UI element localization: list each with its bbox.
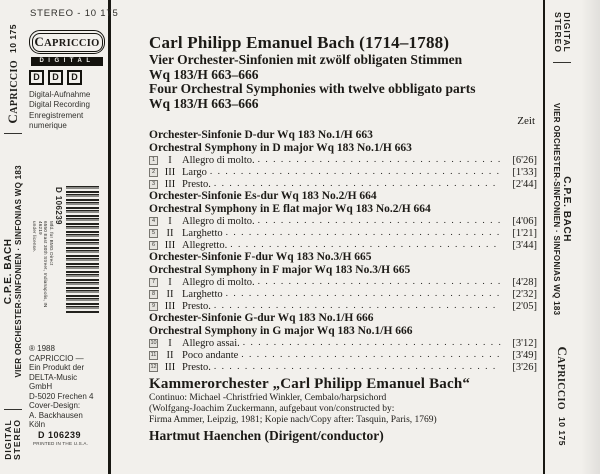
ddd-code <box>29 70 82 85</box>
right-divider-rule <box>543 0 545 474</box>
barcode <box>66 186 99 313</box>
dot-leader <box>226 289 501 299</box>
bmg-imprint <box>32 187 63 313</box>
cover-design-line: Cover-Design: <box>29 401 81 410</box>
dot-leader <box>258 155 501 165</box>
recording-note-line: Digital Recording <box>29 100 90 110</box>
spine-left <box>0 0 26 474</box>
credit-line: Firma Ammer, Leipzig, 1981; Kopie nach/Copy after: Tasquin, Paris, 1769) <box>149 414 437 425</box>
movement-numeral: III <box>164 178 176 190</box>
movement-title: Larghetto <box>182 288 223 300</box>
track-number-box: 12 <box>150 363 157 370</box>
track-number-box: 5 <box>149 229 158 238</box>
capriccio-logo-icon: CAPRICCIO <box>555 346 570 410</box>
movement-numeral: III <box>164 239 176 251</box>
digital-banner: DIGITAL <box>31 57 103 66</box>
movement-numeral: II <box>166 227 174 239</box>
section-title-de: Orchester-Sinfonie Es-dur Wq 183 No.2/H 664 <box>149 190 377 202</box>
dot-leader <box>214 362 501 372</box>
dot-leader <box>210 167 501 177</box>
track-row <box>149 288 537 300</box>
movement-numeral: III <box>164 300 176 312</box>
track-number-box: 11 <box>150 351 157 358</box>
movement-title: Largo <box>182 166 207 178</box>
spine-divider <box>553 62 571 63</box>
track-row <box>149 337 537 349</box>
track-time: [1'21] <box>512 227 537 239</box>
track-number-box: 10 <box>150 339 157 346</box>
stereo-label: STEREO <box>553 12 563 53</box>
track-time: [6'26] <box>512 154 537 166</box>
dot-leader <box>230 240 501 250</box>
publisher-line: ® 1988 <box>29 344 55 353</box>
section-title-en: Orchestral Symphony in D major Wq 183 No.1/H 663 <box>149 141 412 154</box>
track-number-box: 2 <box>149 168 158 177</box>
track-row <box>149 215 537 227</box>
track-sections <box>149 129 537 373</box>
movement-title: Allegro di molto. <box>182 276 255 288</box>
track-number-box: 1 <box>149 156 158 165</box>
spine-format-block <box>4 419 23 460</box>
spine-capriccio-logo <box>554 346 570 446</box>
work-title-de: Vier Orchester-Sinfonien mit zwölf obligaten Stimmen <box>149 52 463 67</box>
track-row <box>149 178 537 190</box>
track-row <box>149 349 537 361</box>
card-fold-edge <box>581 0 600 474</box>
ddd-box: D <box>29 70 44 85</box>
recording-note-line: Enregistrement <box>29 110 84 120</box>
catalog-number: 10 175 <box>557 417 567 446</box>
movement-numeral: I <box>168 276 172 288</box>
publisher-line: Ein Produkt der <box>29 363 85 373</box>
spine-capriccio-logo <box>5 24 21 124</box>
track-row <box>149 154 537 166</box>
capriccio-logo-icon: CAPRICCIO <box>5 60 20 124</box>
track-number-box: 7 <box>149 278 158 287</box>
section-title-en: Orchestral Symphony in E flat major Wq 183 No.2/H 664 <box>149 202 431 215</box>
bmg-address-line: under license. <box>32 221 38 253</box>
section-title-de: Orchester-Sinfonie F-dur Wq 183 No.3/H 665 <box>149 251 372 263</box>
catalog-code: D 106239 <box>38 430 82 440</box>
track-section <box>149 129 537 190</box>
track-number-box: 9 <box>149 302 158 311</box>
movement-title: Poco andante <box>182 349 239 361</box>
dot-leader <box>226 228 501 238</box>
digital-label: DIGITAL <box>2 419 13 460</box>
movement-title: Presto. <box>182 361 211 373</box>
movement-title: Allegro assai. <box>182 337 240 349</box>
movement-title: Allegro di molto. <box>182 154 255 166</box>
movement-title: Presto. <box>182 300 211 312</box>
publisher-line: D-5020 Frechen 4 <box>29 391 94 401</box>
spine-title-block <box>552 72 573 346</box>
track-time: [3'26] <box>512 361 537 373</box>
movement-numeral: I <box>168 215 172 227</box>
capriccio-logo-icon: CAPRICCIO <box>34 34 100 49</box>
main-content <box>111 0 543 474</box>
movement-numeral: II <box>166 288 174 300</box>
dot-leader <box>241 350 501 360</box>
section-title-en: Orchestral Symphony in G major Wq 183 No.1/H 666 <box>149 324 413 337</box>
movement-title: Larghetto <box>182 227 223 239</box>
track-time: [1'33] <box>512 166 537 178</box>
movement-numeral: II <box>166 349 174 361</box>
recording-note <box>29 90 90 131</box>
composer-title: Carl Philipp Emanuel Bach (1714–1788) <box>149 33 450 52</box>
recording-note-line: Digital-Aufnahme <box>29 90 91 99</box>
ensemble-name: Kammerorchester „Carl Philipp Emanuel Bach“ <box>149 376 471 392</box>
ddd-box: D <box>48 70 63 85</box>
track-row <box>149 227 537 239</box>
credit-line: Continuo: Michael -Christfried Winkler, Cembalo/harpsichord <box>149 393 387 403</box>
cover-design-block <box>29 401 83 430</box>
movement-numeral: III <box>164 361 176 373</box>
track-time: [3'44] <box>512 239 537 251</box>
spine-work-title: VIER ORCHESTER-SINFONIEN · SINFONIAS WQ 183 <box>552 102 562 316</box>
track-row <box>149 300 537 312</box>
continuo-credits <box>149 393 537 425</box>
spine-title-block <box>3 143 24 400</box>
spine-divider <box>4 409 22 410</box>
digital-label: DIGITAL <box>562 12 573 53</box>
barcode-number: D 106239 <box>54 187 63 225</box>
track-number-box: 8 <box>149 290 158 299</box>
publisher-line: GmbH <box>29 382 53 392</box>
section-title-de: Orchester-Sinfonie G-dur Wq 183 No.1/H 666 <box>149 312 374 324</box>
spine-divider <box>4 133 22 134</box>
track-section <box>149 190 537 251</box>
time-column-label: Zeit <box>517 115 535 127</box>
spine-right <box>547 0 577 474</box>
credit-line: (Wolfgang-Joachim Zuckermann, aufgebaut von/constructed by: <box>149 403 395 414</box>
cover-design-line: A. Backhausen <box>29 410 83 420</box>
capriccio-logo <box>29 30 105 54</box>
work-number-en: Wq 183/H 663–666 <box>149 95 259 111</box>
work-number-de: Wq 183/H 663–666 <box>149 66 259 82</box>
conductor-name: Hartmut Haenchen (Dirigent/conductor) <box>149 428 384 444</box>
section-title-en: Orchestral Symphony in F major Wq 183 No.3/H 665 <box>149 263 411 276</box>
dot-leader <box>258 216 501 226</box>
track-time: [2'32] <box>512 288 537 300</box>
track-time: [3'49] <box>512 349 537 361</box>
track-row <box>149 166 537 178</box>
track-time: [4'28] <box>512 276 537 288</box>
recording-note-line: numerique <box>29 120 67 130</box>
spine-artist: C.P.E. BACH <box>561 176 573 243</box>
movement-numeral: III <box>164 166 176 178</box>
track-number-box: 6 <box>149 241 158 250</box>
cover-design-line: Köln <box>29 420 46 430</box>
track-time: [3'12] <box>512 337 537 349</box>
movement-title: Presto. <box>182 178 211 190</box>
stereo-catalog-header: STEREO - 10 175 <box>30 8 119 19</box>
track-number-box: 3 <box>149 180 158 189</box>
dot-leader <box>214 301 501 311</box>
stereo-label: STEREO <box>12 419 22 460</box>
bmg-address <box>32 187 54 313</box>
work-title-en: Four Orchestral Symphonies with twelve obbligato parts <box>149 81 476 96</box>
spine-work-title: VIER ORCHESTER-SINFONIEN · SINFONIAS WQ 183 <box>13 165 23 378</box>
dot-leader <box>243 338 501 348</box>
movement-numeral: I <box>168 337 172 349</box>
spine-format-block <box>553 12 572 53</box>
movement-title: Allegro di molto. <box>182 215 255 227</box>
catalog-number: 10 175 <box>8 24 18 53</box>
publisher-line: DELTA-Music <box>29 372 78 382</box>
section-title-de: Orchester-Sinfonie D-dur Wq 183 No.1/H 663 <box>149 129 373 141</box>
track-time: [2'44] <box>512 178 537 190</box>
movement-title: Allegretto. <box>182 239 228 251</box>
spine-artist: C.P.E. BACH <box>2 238 14 305</box>
printed-in-usa: PRINTED IN THE U.S.A. <box>33 441 89 446</box>
dot-leader <box>258 277 501 287</box>
bmg-address-line: Mfd. for BMG Direct <box>49 221 54 266</box>
bmg-address-line: 6550 East 30th Street, Indianapolis, IN 46219 <box>37 221 49 308</box>
track-row <box>149 276 537 288</box>
ddd-box: D <box>67 70 82 85</box>
publisher-block <box>29 344 93 402</box>
publisher-line: CAPRICCIO — <box>29 353 84 363</box>
track-time: [4'06] <box>512 215 537 227</box>
track-row <box>149 361 537 373</box>
track-row <box>149 239 537 251</box>
track-number-box: 4 <box>149 217 158 226</box>
movement-numeral: I <box>168 154 172 166</box>
track-section <box>149 312 537 373</box>
track-time: [2'05] <box>512 300 537 312</box>
track-section <box>149 251 537 312</box>
dot-leader <box>214 179 501 189</box>
